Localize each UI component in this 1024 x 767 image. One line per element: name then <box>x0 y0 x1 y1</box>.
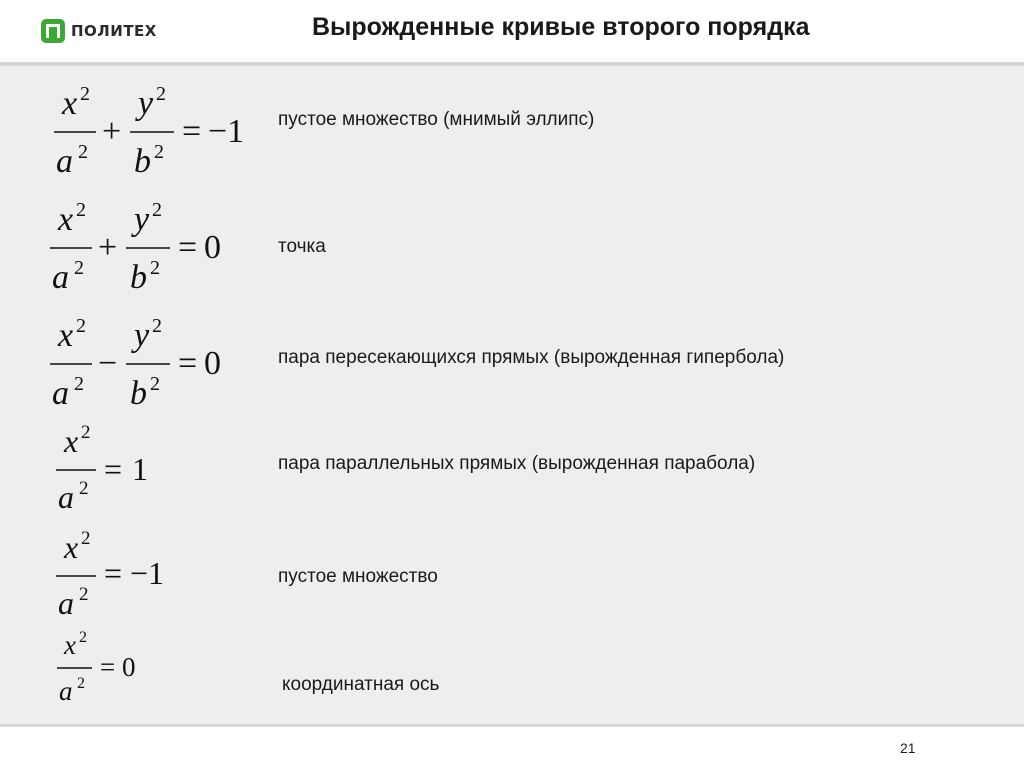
description-1: пустое множество (мнимый эллипс) <box>278 109 595 130</box>
slide-header <box>0 0 1024 64</box>
svg-text:=: = <box>104 555 123 591</box>
svg-text:y: y <box>138 85 154 122</box>
description-4: пара параллельных прямых (вырожденная парабола) <box>278 453 756 474</box>
svg-text:2: 2 <box>152 315 162 337</box>
polytech-logo-icon <box>41 19 65 43</box>
svg-text:2: 2 <box>78 141 88 163</box>
svg-text:b: b <box>130 259 147 296</box>
svg-text:y: y <box>134 201 150 238</box>
svg-text:x: x <box>58 317 74 354</box>
svg-text:2: 2 <box>76 315 86 337</box>
svg-text:−1: −1 <box>130 555 165 591</box>
footer-divider <box>0 724 1024 727</box>
svg-text:=: = <box>178 345 198 382</box>
svg-text:a: a <box>58 479 74 515</box>
description-3: пара пересекающихся прямых (вырожденная гипербола) <box>278 347 785 368</box>
svg-text:2: 2 <box>80 83 90 105</box>
page-number: 21 <box>900 740 916 756</box>
svg-text:=: = <box>178 229 198 266</box>
svg-text:x: x <box>64 630 76 660</box>
svg-text:=: = <box>104 451 123 487</box>
svg-text:a: a <box>59 676 73 706</box>
slide-body <box>0 66 1024 724</box>
equation-2 <box>46 196 246 298</box>
equation-3 <box>46 312 246 414</box>
svg-text:0: 0 <box>204 345 221 382</box>
logo-text: ПОЛИТЕХ <box>71 22 157 40</box>
polytech-logo <box>41 18 157 44</box>
svg-text:=: = <box>100 652 116 682</box>
svg-text:2: 2 <box>74 373 84 395</box>
svg-text:0: 0 <box>204 229 221 266</box>
svg-text:2: 2 <box>76 199 86 221</box>
svg-text:x: x <box>58 201 74 238</box>
svg-text:2: 2 <box>81 422 91 443</box>
svg-text:2: 2 <box>79 584 89 605</box>
svg-text:a: a <box>58 585 74 621</box>
svg-text:+: + <box>98 229 118 266</box>
svg-text:−: − <box>98 345 118 382</box>
svg-text:0: 0 <box>122 652 136 682</box>
svg-text:2: 2 <box>79 478 89 499</box>
equation-4 <box>52 422 172 524</box>
slide-title: Вырожденные кривые второго порядка <box>312 13 810 41</box>
svg-text:x: x <box>64 423 79 459</box>
svg-text:+: + <box>102 113 122 150</box>
equation-1 <box>50 80 270 182</box>
svg-text:y: y <box>134 317 150 354</box>
svg-text:2: 2 <box>81 528 91 549</box>
description-2: точка <box>278 236 326 257</box>
svg-text:1: 1 <box>132 451 148 487</box>
svg-text:a: a <box>52 375 69 412</box>
svg-text:2: 2 <box>79 629 87 646</box>
description-6: координатная ось <box>282 674 440 695</box>
svg-text:b: b <box>134 143 151 180</box>
svg-text:a: a <box>56 143 73 180</box>
svg-text:−1: −1 <box>208 113 245 150</box>
svg-text:2: 2 <box>154 141 164 163</box>
description-5: пустое множество <box>278 566 438 587</box>
svg-text:x: x <box>64 529 79 565</box>
svg-text:2: 2 <box>156 83 166 105</box>
svg-text:2: 2 <box>150 373 160 395</box>
svg-text:2: 2 <box>77 675 85 692</box>
svg-text:2: 2 <box>150 257 160 279</box>
equation-5 <box>52 526 192 628</box>
svg-text:a: a <box>52 259 69 296</box>
svg-text:=: = <box>182 113 202 150</box>
svg-text:b: b <box>130 375 147 412</box>
svg-text:2: 2 <box>152 199 162 221</box>
equation-6 <box>54 628 164 714</box>
svg-text:x: x <box>62 85 78 122</box>
svg-text:2: 2 <box>74 257 84 279</box>
